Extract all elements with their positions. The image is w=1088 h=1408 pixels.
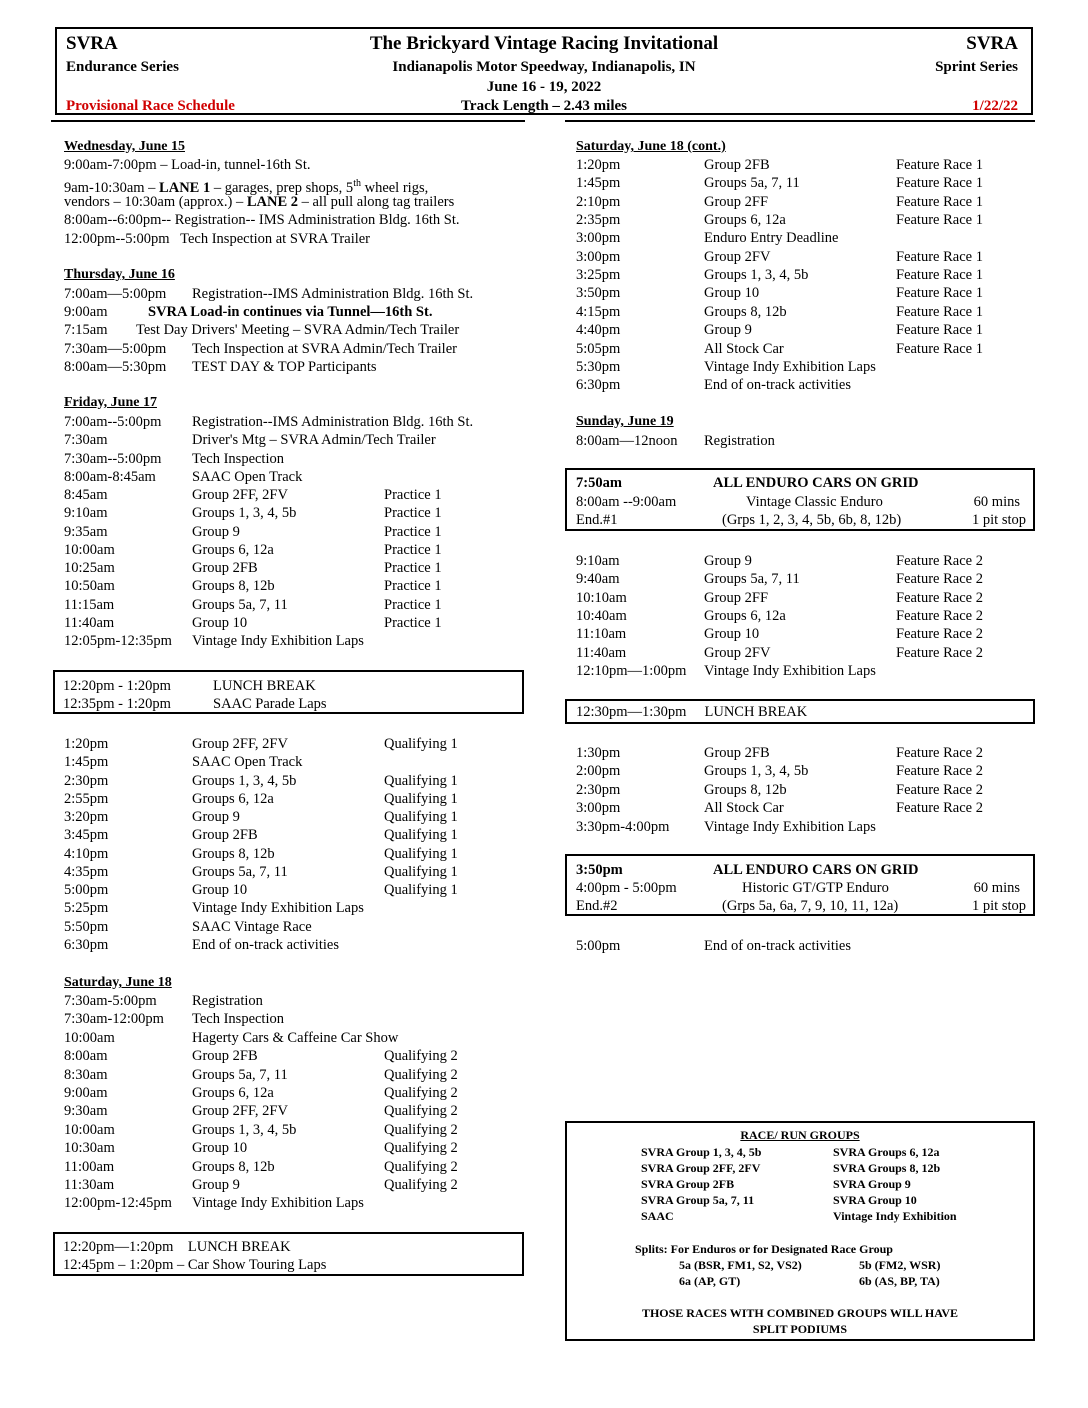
row-desc: Vintage Indy Exhibition Laps [192,633,364,649]
row-time: 9:00am [64,1085,108,1101]
row-time: 9:10am [64,505,108,522]
enduro-stop: 1 pit stop [972,898,1026,914]
row-desc: Registration--IMS Administration Bldg. 16th St. [192,414,474,430]
row-desc: Group 9 [704,322,752,339]
row-session: Qualifying 1 [384,790,458,807]
left-column-rule [51,120,525,122]
row-desc: Group 9 [192,1177,240,1193]
row-time: 10:10am [576,589,627,606]
row-desc: Hagerty Cars & Caffeine Car Show [192,1029,399,1046]
friday-lunch-box [53,670,524,714]
row-desc: End of on-track activities [704,377,851,394]
row-time: 4:15pm [576,303,621,320]
saturday-lunch-box [53,1232,524,1276]
schedule-version-date: 1/22/22 [972,98,1018,114]
row-desc: Groups 1, 3, 4, 5b [704,267,809,284]
row-time: 7:30am—5:00pm [64,341,167,357]
row-session: Qualifying 1 [384,827,458,844]
row-desc: Vintage Indy Exhibition Laps [192,900,364,917]
row-time: 4:35pm [64,863,109,880]
row-time: 5:00pm [64,882,109,898]
run-group-item: SAAC [641,1209,674,1223]
wednesday-line: 9am-10:30am – LANE 1 – garages, prep shops, 5th wheel rigs, [64,178,429,196]
row-time: 8:00am [64,1048,108,1065]
split-podium-note: THOSE RACES WITH COMBINED GROUPS WILL HAVE [641,1306,959,1320]
enduro-name: Historic GT/GTP Enduro [742,880,889,896]
wednesday-line: 12:00pm--5:00pm Tech Inspection at SVRA Trailer [64,231,371,247]
row-time: 4:40pm [576,322,621,339]
row-desc: Group 10 [192,882,248,898]
split-item: 6b (AS, BP, TA) [859,1274,940,1288]
row-desc: Group 2FV [704,644,771,661]
break-row: 12:30pm—1:30pm LUNCH BREAK [576,704,808,720]
event-venue: Indianapolis Motor Speedway, Indianapolis, IN [392,59,696,75]
enduro-grid-row [576,474,1026,492]
row-session: Feature Race 2 [896,745,983,761]
row-desc: Group 10 [704,285,760,302]
break-row: 12:20pm—1:20pm LUNCH BREAK [63,1239,291,1255]
row-desc: Tech Inspection [192,1011,284,1028]
row-desc: SAAC Open Track [192,754,303,771]
row-time: 11:15am [64,596,115,613]
row-time: 7:00am--5:00pm [64,414,162,430]
run-group-item: SVRA Group 2FB [641,1177,735,1191]
row-desc: Group 2FB [192,827,258,844]
row-desc: LUNCH BREAK [213,678,316,694]
row-desc: End of on-track activities [704,938,851,954]
row-session: Qualifying 1 [384,845,458,862]
row-session: Feature Race 2 [896,553,983,569]
row-session: Feature Race 2 [896,589,983,606]
row-session: Practice 1 [384,523,442,540]
row-session: Qualifying 2 [384,1085,458,1101]
left-series-title: SVRA [66,33,118,54]
enduro-row [576,493,1026,511]
grid-text: ALL ENDURO CARS ON GRID [713,475,919,491]
row-time: 6:30pm [576,377,621,394]
row-desc: Groups 6, 12a [704,212,786,229]
row-desc: SAAC Vintage Race [192,918,312,935]
row-time: 3:00pm [576,800,621,817]
break-row: 12:45pm – 1:20pm – Car Show Touring Laps [63,1257,327,1273]
row-desc: Registration [704,433,775,449]
run-group-item: SVRA Groups 6, 12a [833,1145,940,1159]
row-desc: Group 10 [704,626,760,643]
row-desc: Groups 1, 3, 4, 5b [192,1121,297,1138]
row-time: 9:40am [576,571,620,588]
split-item: 5a (BSR, FM1, S2, VS2) [679,1258,802,1272]
grid-text: ALL ENDURO CARS ON GRID [713,862,919,878]
row-time: 10:25am [64,560,115,576]
run-groups-title: RACE/ RUN GROUPS [740,1128,860,1142]
row-time: 6:30pm [64,936,109,953]
row-session: Feature Race 1 [896,340,983,357]
row-time: 7:30am-12:00pm [64,1011,164,1028]
row-desc: Group 2FF, 2FV [192,1103,288,1120]
enduro-name: Vintage Classic Enduro [746,494,883,510]
row-time: 2:35pm [576,212,621,229]
row-desc: Group 9 [192,523,240,540]
row-time: 11:30am [64,1177,115,1193]
row-desc: Group 2FB [192,1048,258,1065]
row-session: Qualifying 1 [384,736,458,752]
row-desc: Groups 8, 12b [192,845,275,862]
enduro-label: End.#1 [576,512,618,528]
row-desc: Group 2FB [704,745,770,761]
row-desc: TEST DAY & TOP Participants [192,359,377,375]
row-time: 11:00am [64,1158,115,1175]
row-desc: Groups 5a, 7, 11 [704,571,800,588]
row-time: 1:45pm [64,754,109,771]
row-desc: Groups 8, 12b [192,578,275,595]
enduro-groups: (Grps 5a, 6a, 7, 9, 10, 11, 12a) [722,898,899,914]
row-desc: All Stock Car [704,340,784,357]
row-desc: Groups 5a, 7, 11 [192,863,288,880]
row-time: 8:00am—12noon [576,433,678,449]
row-session: Feature Race 2 [896,571,983,588]
run-group-item: SVRA Group 10 [833,1193,917,1207]
row-session: Qualifying 1 [384,882,458,898]
row-desc: Enduro Entry Deadline [704,230,839,247]
row-session: Feature Race 2 [896,644,983,661]
run-group-item: SVRA Group 2FF, 2FV [641,1161,761,1175]
row-desc: Groups 8, 12b [704,781,787,798]
row-desc: Tech Inspection at SVRA Admin/Tech Trailer [192,341,457,357]
row-session: Qualifying 2 [384,1048,458,1065]
row-time: 2:00pm [576,763,621,780]
row-desc: Group 9 [192,809,240,825]
row-time: 7:15am [64,322,108,338]
sunday-title: Sunday, June 19 [576,414,674,429]
row-time: 2:30pm [64,772,109,789]
enduro-grid-row [576,861,1026,879]
row-time: 11:40am [576,644,627,661]
row-time: 10:00am [64,1029,115,1046]
enduro-label: End.#2 [576,898,618,914]
row-time: 3:30pm-4:00pm [576,818,670,835]
row-session: Feature Race 1 [896,175,983,192]
run-groups-box [565,1121,1035,1341]
row-session: Practice 1 [384,578,442,595]
row-desc: Registration [192,993,263,1009]
row-time: 10:00am [64,1121,115,1138]
row-time: 3:00pm [576,230,621,247]
saturday-title: Saturday, June 18 [64,975,172,990]
wednesday-line: vendors – 10:30am (approx.) – LANE 2 – all pull along tag trailers [64,194,455,210]
row-session: Practice 1 [384,614,442,631]
row-session: Feature Race 1 [896,267,983,284]
row-desc: All Stock Car [704,800,784,817]
run-group-item: Vintage Indy Exhibition [833,1209,957,1223]
row-session: Feature Race 1 [896,285,983,302]
row-desc: Group 2FB [704,157,770,173]
enduro-time: 8:00am --9:00am [576,494,677,510]
row-session: Feature Race 2 [896,607,983,624]
wednesday-line: 8:00am--6:00pm-- Registration-- IMS Administration Bldg. 16th St. [64,212,460,228]
row-desc: Registration--IMS Administration Bldg. 16th St. [192,286,474,302]
row-session: Feature Race 2 [896,781,983,798]
row-time: 2:10pm [576,193,621,210]
row-time: 1:30pm [576,745,621,761]
row-time: 11:10am [576,626,627,643]
event-dates: June 16 - 19, 2022 [486,79,602,95]
row-time: 12:20pm - 1:20pm [63,678,171,694]
left-series-subtitle: Endurance Series [66,59,179,75]
row-desc: Groups 6, 12a [192,790,274,807]
row-time: 5:50pm [64,918,109,935]
row-desc: Group 10 [192,1140,248,1157]
enduro-row [576,879,1026,897]
run-group-item: SVRA Group 1, 3, 4, 5b [641,1145,762,1159]
row-session: Practice 1 [384,505,442,522]
row-time: 2:55pm [64,790,109,807]
row-desc: Vintage Indy Exhibition Laps [704,358,876,375]
row-time: 8:00am-8:45am [64,468,156,485]
row-desc: Groups 5a, 7, 11 [704,175,800,192]
enduro-row [576,897,1026,915]
row-session: Qualifying 1 [384,863,458,880]
row-time: 5:30pm [576,358,621,375]
row-time: 5:05pm [576,340,621,357]
split-item: 5b (FM2, WSR) [859,1258,941,1272]
row-time: 3:45pm [64,827,109,844]
row-desc: Test Day Drivers' Meeting – SVRA Admin/Tech Trailer [136,322,460,338]
splits-label: Splits: For Enduros or for Designated Race Group [635,1242,893,1256]
row-desc: Group 9 [704,553,752,569]
row-desc: Groups 6, 12a [192,541,274,558]
row-time: 12:35pm - 1:20pm [63,696,171,712]
row-time: 12:00pm-12:45pm [64,1195,172,1212]
split-podium-note: SPLIT PODIUMS [752,1322,848,1336]
row-desc: Groups 1, 3, 4, 5b [704,763,809,780]
row-desc: Vintage Indy Exhibition Laps [192,1195,364,1212]
row-time: 1:20pm [64,736,109,752]
row-desc: Groups 8, 12b [704,303,787,320]
row-time: 9:10am [576,553,620,569]
row-desc: Driver's Mtg – SVRA Admin/Tech Trailer [192,432,436,449]
row-time: 7:00am—5:00pm [64,286,167,302]
row-desc: Group 2FF, 2FV [192,736,288,752]
row-time: 11:40am [64,614,115,631]
row-desc: SAAC Open Track [192,468,303,485]
row-session: Qualifying 2 [384,1066,458,1083]
wednesday-line: 9:00am-7:00pm – Load-in, tunnel-16th St. [64,157,311,173]
row-session: Practice 1 [384,541,442,558]
row-time: 3:50pm [576,285,621,302]
row-session: Feature Race 1 [896,248,983,265]
enduro-row [576,511,1026,529]
row-desc: Groups 8, 12b [192,1158,275,1175]
row-time: 7:30am--5:00pm [64,450,162,467]
row-session: Feature Race 1 [896,322,983,339]
row-time: 10:30am [64,1140,115,1157]
split-item: 6a (AP, GT) [679,1274,741,1288]
enduro-length: 60 mins [973,494,1020,510]
row-desc: End of on-track activities [192,936,339,953]
row-desc: SVRA Load-in continues via Tunnel—16th St. [148,304,433,320]
grid-time: 3:50pm [576,862,623,878]
row-desc: Groups 6, 12a [704,607,786,624]
right-series-title: SVRA [966,33,1018,54]
row-session: Qualifying 2 [384,1158,458,1175]
row-session: Practice 1 [384,596,442,613]
right-column-rule [565,120,1035,122]
enduro-length: 60 mins [973,880,1020,896]
run-group-item: SVRA Group 9 [833,1177,911,1191]
right-series-subtitle: Sprint Series [935,59,1018,75]
row-desc: Vintage Indy Exhibition Laps [704,818,876,835]
run-group-item: SVRA Group 5a, 7, 11 [641,1193,755,1207]
sunday-lunch-box [565,699,1035,724]
track-length: Track Length – 2.43 miles [461,98,627,114]
row-desc: Groups 6, 12a [192,1085,274,1101]
friday-title: Friday, June 17 [64,395,157,410]
row-desc: Groups 5a, 7, 11 [192,596,288,613]
row-session: Qualifying 2 [384,1140,458,1157]
row-time: 10:50am [64,578,115,595]
row-desc: Tech Inspection [192,450,284,467]
grid-time: 7:50am [576,475,622,491]
row-time: 3:00pm [576,248,621,265]
row-session: Qualifying 2 [384,1177,458,1193]
enduro-stop: 1 pit stop [972,512,1026,528]
run-group-item: SVRA Groups 8, 12b [833,1161,941,1175]
row-time: 8:00am—5:30pm [64,359,167,375]
row-session: Qualifying 1 [384,772,458,789]
row-session: Feature Race 1 [896,193,983,210]
row-desc: Vintage Indy Exhibition Laps [704,662,876,679]
header-box [55,27,1033,115]
row-session: Feature Race 1 [896,157,983,173]
row-time: 8:30am [64,1066,108,1083]
row-time: 4:10pm [64,845,109,862]
enduro-time: 4:00pm - 5:00pm [576,880,677,896]
row-desc: Groups 5a, 7, 11 [192,1066,288,1083]
row-time: 12:10pm—1:00pm [576,662,687,679]
row-time: 3:25pm [576,267,621,284]
row-time: 5:25pm [64,900,109,917]
row-time: 1:20pm [576,157,621,173]
schedule-status: Provisional Race Schedule [66,98,235,114]
row-session: Feature Race 2 [896,763,983,780]
row-time: 7:30am [64,432,108,449]
row-desc: Group 2FF [704,589,769,606]
row-session: Feature Race 1 [896,212,983,229]
row-time: 2:30pm [576,781,621,798]
row-desc: Groups 1, 3, 4, 5b [192,505,297,522]
row-desc: Groups 1, 3, 4, 5b [192,772,297,789]
row-time: 9:30am [64,1103,108,1120]
row-session: Feature Race 2 [896,626,983,643]
row-time: 3:20pm [64,809,109,825]
row-desc: Group 2FB [192,560,258,576]
enduro-groups: (Grps 1, 2, 3, 4, 5b, 6b, 8, 12b) [722,512,902,528]
row-session: Qualifying 1 [384,809,458,825]
row-time: 9:00am [64,304,108,320]
row-session: Qualifying 2 [384,1121,458,1138]
row-time: 5:00pm [576,938,621,954]
row-session: Feature Race 1 [896,303,983,320]
wednesday-title: Wednesday, June 15 [64,139,185,154]
row-desc: Group 2FF [704,193,769,210]
enduro-1-box [565,468,1035,531]
row-time: 10:40am [576,607,627,624]
row-time: 9:35am [64,523,108,540]
row-time: 12:05pm-12:35pm [64,633,172,649]
thursday-title: Thursday, June 16 [64,267,175,282]
row-desc: Group 10 [192,614,248,631]
enduro-2-box [565,854,1035,916]
row-time: 7:30am-5:00pm [64,993,157,1009]
row-session: Feature Race 2 [896,800,983,817]
row-desc: Group 2FV [704,248,771,265]
row-time: 8:45am [64,487,108,503]
row-desc: Group 2FF, 2FV [192,487,288,503]
row-session: Practice 1 [384,560,442,576]
row-time: 1:45pm [576,175,621,192]
row-time: 10:00am [64,541,115,558]
row-session: Practice 1 [384,487,442,503]
event-title: The Brickyard Vintage Racing Invitational [369,33,719,54]
row-session: Qualifying 2 [384,1103,458,1120]
row-desc: SAAC Parade Laps [213,696,327,712]
saturday-cont-title: Saturday, June 18 (cont.) [576,139,726,154]
